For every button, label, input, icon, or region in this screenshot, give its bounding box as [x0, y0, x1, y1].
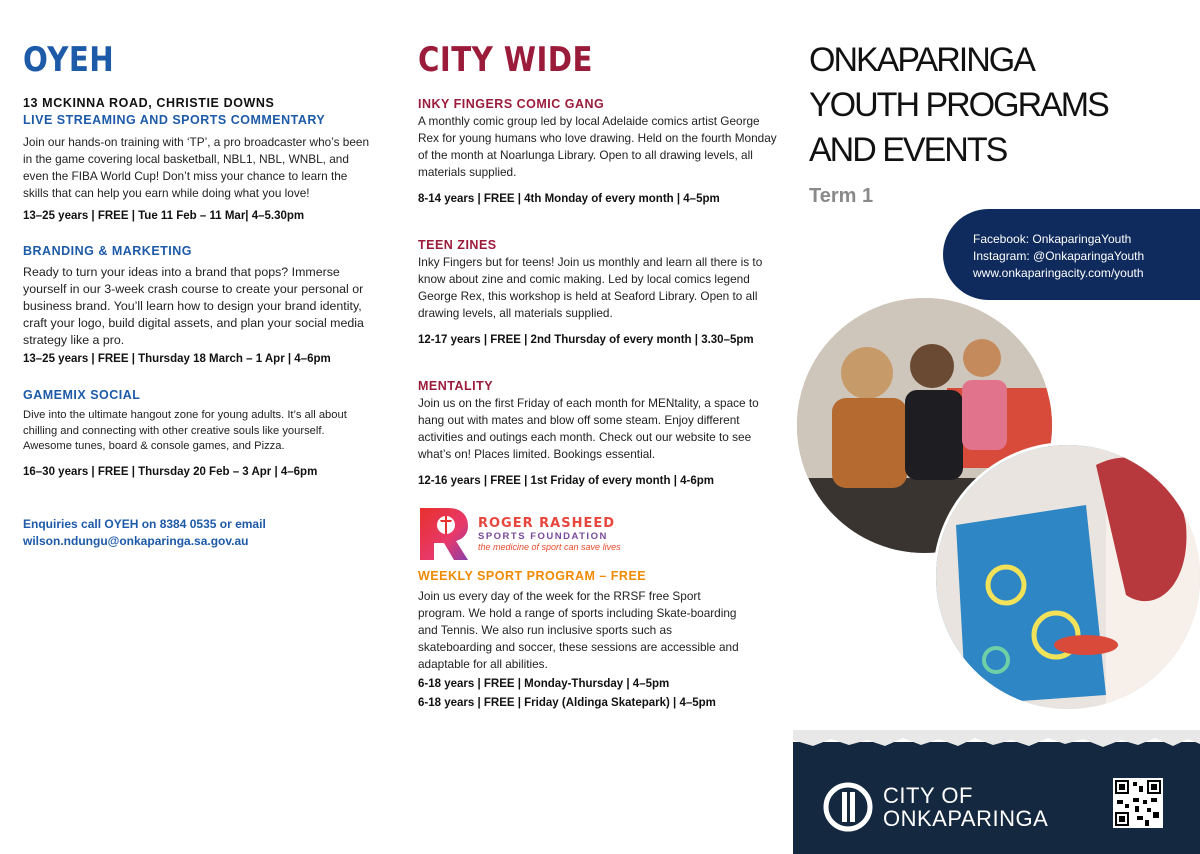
- program-weekly-sport: [418, 569, 778, 712]
- title-line-2: YOUTH PROGRAMS: [809, 86, 1108, 124]
- program-description: Join our hands-on training with ‘TP’, a pro broadcaster who’s been in the game covering local basketball, NBL1, NBL, WNBL, and even the FIBA World Cup! Don’t miss your chance to learn the skills that can help you earn while doing what you love!: [23, 135, 370, 200]
- program-heading: GAMEMIX SOCIAL: [23, 388, 141, 402]
- program-details: 6-18 years | FREE | Monday-Thursday | 4–5pm: [418, 678, 670, 690]
- program-heading: BRANDING & MARKETING: [23, 244, 193, 258]
- program-details: 13–25 years | FREE | Thursday 18 March – 1 Apr | 4–6pm: [23, 353, 331, 365]
- rrsf-text: [478, 516, 621, 552]
- program-gamemix: [23, 388, 375, 481]
- program-description: A monthly comic group led by local Adelaide comics artist George Rex for young humans who love drawing. Held on the fourth Monday of the month at Noarlunga Library. Open to all drawing levels, all materials supplied.: [418, 114, 777, 179]
- program-heading: LIVE STREAMING AND SPORTS COMMENTARY: [23, 113, 326, 127]
- term-label: Term 1: [809, 185, 874, 207]
- program-heading: MENTALITY: [418, 379, 494, 393]
- program-branding: [23, 244, 375, 368]
- title-line-1: ONKAPARINGA: [809, 41, 1034, 79]
- program-details: 12-16 years | FREE | 1st Friday of every month | 4-6pm: [418, 475, 714, 487]
- program-details: 6-18 years | FREE | Friday (Aldinga Skatepark) | 4–5pm: [418, 697, 716, 709]
- cover-panel: [793, 0, 1200, 854]
- program-details: 8-14 years | FREE | 4th Monday of every month | 4–5pm: [418, 193, 720, 205]
- org-name: [883, 784, 1048, 830]
- youth-painting-photo: [933, 442, 1200, 712]
- rrsf-logo: [418, 506, 778, 562]
- program-live-streaming: [23, 113, 375, 225]
- program-inky-fingers: [418, 97, 778, 208]
- oyeh-column: [23, 40, 375, 550]
- org-name-line-2: ONKAPARINGA: [883, 806, 1049, 831]
- facebook-link[interactable]: Facebook: OnkaparingaYouth: [973, 232, 1132, 246]
- oyeh-title: OYEH: [23, 40, 115, 80]
- city-of-onkaparinga-logo: [823, 782, 1048, 832]
- oyeh-enquiries: Enquiries call OYEH on 8384 0535 or email wilson.ndungu@onkaparinga.sa.gov.au: [23, 516, 266, 548]
- website-link[interactable]: www.onkaparingacity.com/youth: [973, 266, 1144, 280]
- footer-banner: [793, 742, 1200, 854]
- onkaparinga-logo-icon: [823, 782, 873, 832]
- rrsf-r-icon: [418, 506, 470, 562]
- rrsf-name: ROGER RASHEED: [478, 516, 616, 531]
- oyeh-address: 13 MCKINNA ROAD, CHRISTIE DOWNS: [23, 96, 275, 110]
- citywide-column: [418, 40, 778, 712]
- program-heading: WEEKLY SPORT PROGRAM – FREE: [418, 569, 647, 583]
- qr-code-icon[interactable]: [1113, 778, 1163, 828]
- program-description: Inky Fingers but for teens! Join us monthly and learn all there is to know about zine and comic making. Led by local comics legend George Rex, this workshop is held at Seaford Library. Open to all drawing levels, all materials supplied.: [418, 255, 763, 320]
- title-line-3: AND EVENTS: [809, 131, 1007, 169]
- program-teen-zines: [418, 238, 778, 349]
- social-media-panel: [943, 209, 1200, 300]
- rrsf-sub: SPORTS FOUNDATION: [478, 531, 608, 542]
- program-description: Dive into the ultimate hangout zone for young adults. It’s all about chilling and connecting with other creative souls like yourself. Awesome tunes, board & console games, and Pizza.: [23, 409, 347, 452]
- program-details: 16–30 years | FREE | Thursday 20 Feb – 3 Apr | 4–6pm: [23, 465, 318, 478]
- program-details: 12-17 years | FREE | 2nd Thursday of every month | 3.30–5pm: [418, 334, 754, 346]
- program-description: Join us on the first Friday of each month for MENtality, a space to hang out with mates and blow off some steam. Enjoy different activities and outings each month. Check out our website to see what’s on! Places limited. Bookings essential.: [418, 396, 759, 461]
- torn-paper-edge: [793, 730, 1200, 754]
- instagram-link[interactable]: Instagram: @OnkaparingaYouth: [973, 249, 1145, 263]
- citywide-title: CITY WIDE: [418, 40, 593, 80]
- program-details: 13–25 years | FREE | Tue 11 Feb – 11 Mar| 4–5.30pm: [23, 210, 305, 222]
- program-description: Join us every day of the week for the RRSF free Sport program. We hold a range of sports including Skate-boarding and Tennis. We also run inclusive sports such as skateboarding and soccer, these sessions are accessible and adaptable for all abilities.: [418, 589, 739, 671]
- page-title: [809, 38, 1108, 173]
- program-heading: TEEN ZINES: [418, 238, 497, 252]
- program-heading: INKY FINGERS COMIC GANG: [418, 97, 605, 111]
- program-mentality: [418, 379, 778, 490]
- org-name-line-1: CITY OF: [883, 783, 973, 808]
- rrsf-tagline: the medicine of sport can save lives: [478, 542, 621, 552]
- program-description: Ready to turn your ideas into a brand that pops? Immerse yourself in our 3-week crash course to create your personal or business brand. You’ll learn how to design your brand identity, craft your logo, build digital assets, and plan your social media strategy like a pro.: [23, 265, 364, 347]
